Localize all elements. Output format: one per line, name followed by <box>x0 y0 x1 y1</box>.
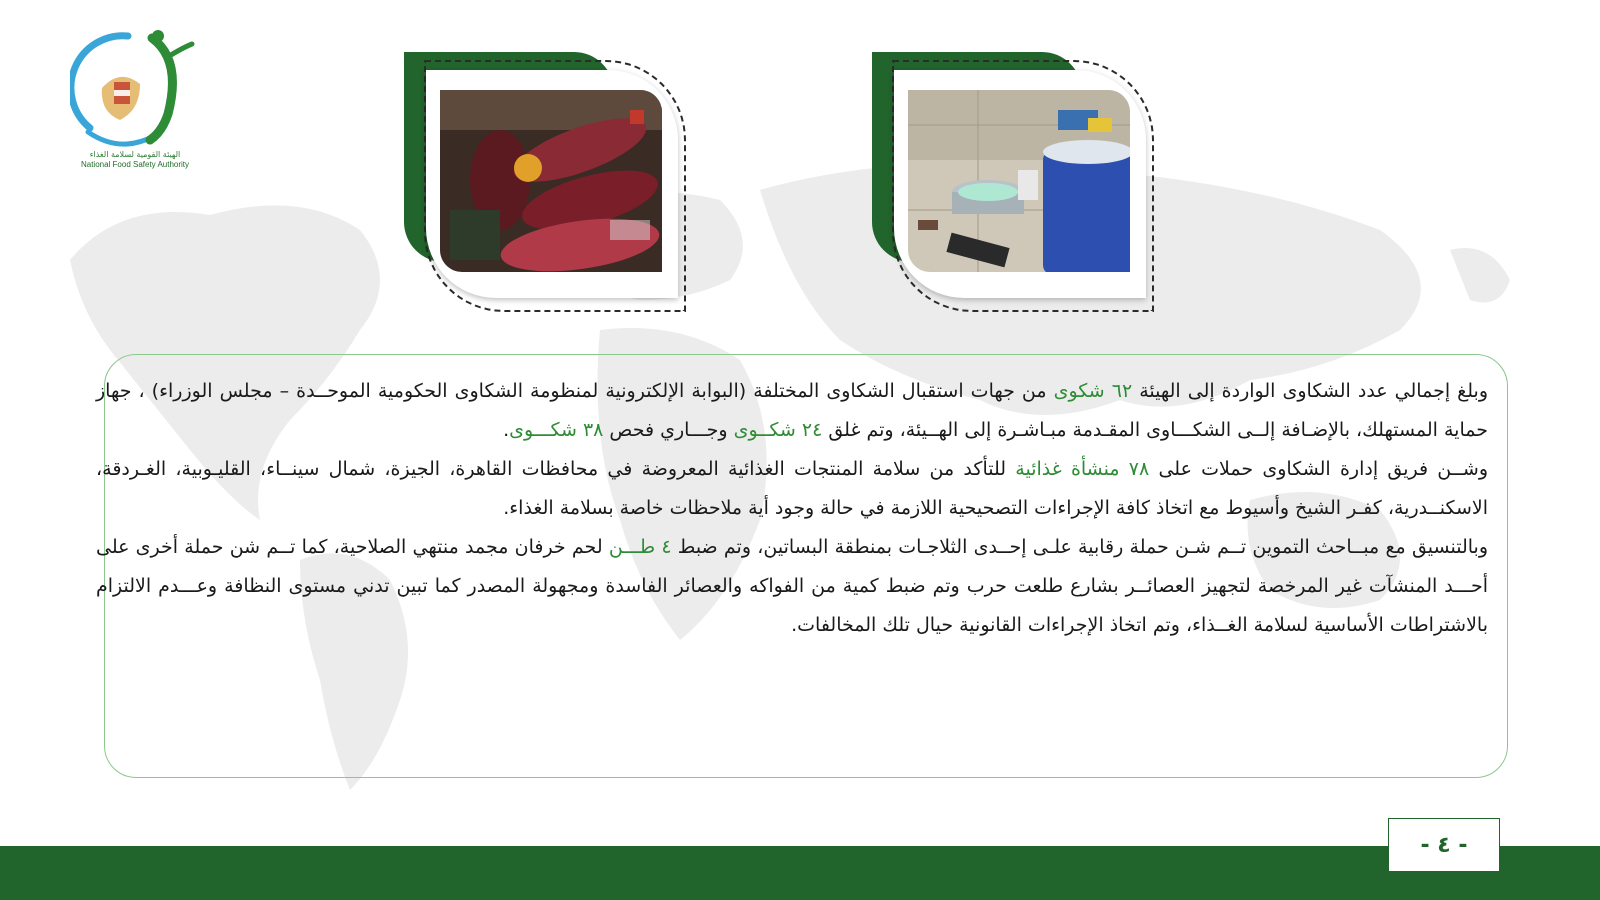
svg-text:NFSA: NFSA <box>146 80 165 107</box>
bottles-photo <box>440 90 662 272</box>
seized-tons: ٤ طـــن <box>608 536 672 558</box>
page-number: - ٤ - <box>1388 818 1500 872</box>
nfsa-emblem-icon <box>70 28 200 148</box>
paragraph-text: . <box>503 419 510 441</box>
logo-arabic-name: الهيئة القومية لسلامة الغذاء <box>89 150 181 159</box>
nfsa-logo <box>70 28 200 178</box>
paragraph-text: للتأكد من سلامة المنتجات الغذائية المعروضة في محافظات القاهرة، الجيزة، شمال سينــاء، القليـوبية، الغـردقة، الاسكنــدرية، كفـر الشيخ وأسيوط مع اتخاذ كافة الإجراءات التصحيحية اللازمة في حالة وجود أية ملاحظات خاصة بسلامة الغذاء. <box>96 458 1488 519</box>
complaints-total: ٦٢ شكوى <box>1053 380 1133 402</box>
paragraph-text: وبلغ إجمالي عدد الشكاوى الواردة إلى الهيئة <box>1132 380 1489 402</box>
footer-bar <box>0 846 1600 900</box>
paragraph-complaints <box>96 372 1488 450</box>
logo-english-name: National Food Safety Authority <box>80 160 190 169</box>
barrel-photo <box>908 90 1130 272</box>
complaints-under-review: ٣٨ شكـــوى <box>509 419 604 441</box>
paragraph-text: لحم خرفان مجمد منتهي الصلاحية، كما تــم شن حملة أخرى على أحـــد المنشآت غير المرخصة لتجهيز العصائــر بشارع طلعت حرب وتم ضبط كمية من الفواكه والعصائر الفاسدة ومجهولة المصدر كما تبين تدني مستوى النظافة وعـــدم الالتزام بالاشتراطات الأساسية لسلامة الغــذاء، وتم اتخاذ الإجراءات القانونية حيال تلك المخالفات. <box>96 536 1488 636</box>
photo-frame-bottles <box>404 52 694 314</box>
complaints-closed: ٢٤ شكــوى <box>733 419 823 441</box>
paragraph-text: وبالتنسيق مع مبــاحث التموين تــم شـن حملة رقابية علـى إحــدى الثلاجـات بمنطقة البساتين، وتم ضبط <box>671 536 1488 558</box>
report-paragraphs <box>96 372 1488 645</box>
paragraph-campaigns <box>96 450 1488 528</box>
paragraph-text: وجـــاري فحص <box>603 419 734 441</box>
photo-frame-barrel <box>872 52 1162 314</box>
paragraph-text: من جهات استقبال الشكاوى المختلفة (البوابة الإلكترونية لمنظومة الشكاوى الحكومية الموحــدة – مجلس الوزراء) ، جهاز حماية المستهلك، بالإضـافة إلــى الشكـــاوى المقـدمة مبـاشـرة إلى الهــيئة، وتم غلق <box>96 380 1488 441</box>
paragraph-seizures <box>96 528 1488 645</box>
paragraph-text: وشــن فريق إدارة الشكاوى حملات على <box>1149 458 1488 480</box>
establishments-count: ٧٨ منشأة غذائية <box>1015 458 1150 480</box>
